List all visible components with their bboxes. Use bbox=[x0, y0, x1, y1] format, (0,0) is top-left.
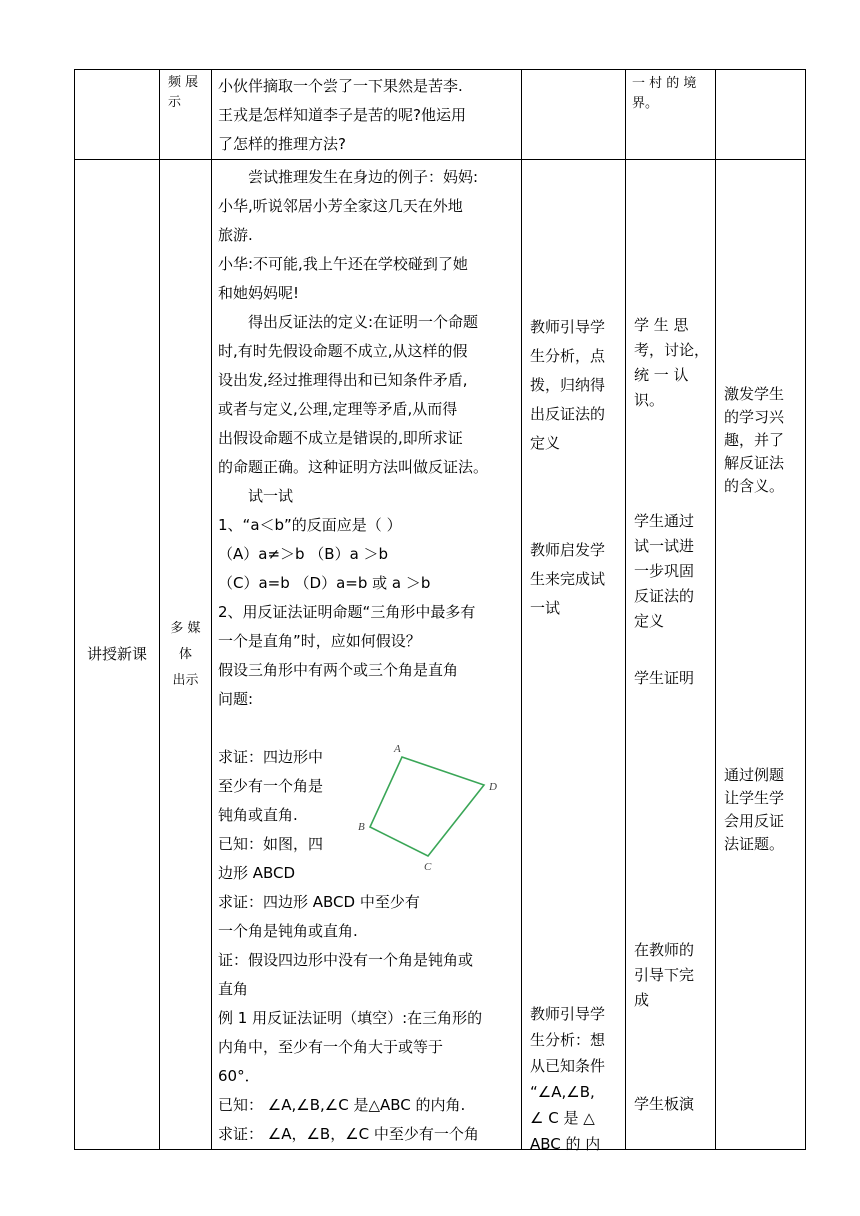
intent-cell bbox=[716, 70, 806, 160]
intent-line: 激发学生 bbox=[724, 385, 785, 403]
stage-label: 讲授新课 bbox=[86, 645, 147, 663]
lesson-plan-table bbox=[74, 69, 806, 1153]
teacher-note bbox=[530, 313, 605, 458]
figure-block bbox=[212, 743, 521, 888]
student-line: 学 生 思 bbox=[634, 316, 689, 334]
student-line: 界。 bbox=[632, 96, 659, 111]
vertex-label-c: C bbox=[424, 861, 432, 873]
content-cell bbox=[212, 70, 522, 160]
student-line: 一步巩固 bbox=[634, 562, 695, 580]
content-line: 出假设命题不成立是错误的,即所求证 bbox=[218, 429, 463, 447]
intent-note bbox=[724, 764, 784, 856]
intent-line: 通过例题 bbox=[724, 766, 785, 784]
content-line: 求证：四边形中 bbox=[218, 748, 324, 766]
teacher-line: 出反证法的 bbox=[530, 405, 606, 423]
content-line: 一个角是钝角或直角. bbox=[218, 922, 358, 940]
content-line: 直角 bbox=[218, 980, 249, 998]
vertex-label-d: D bbox=[489, 781, 497, 793]
intent-line: 的学习兴 bbox=[724, 408, 785, 426]
vertex-label-a: A bbox=[394, 743, 401, 755]
content-line: 60°． bbox=[218, 1067, 260, 1085]
student-note: 学生板演 bbox=[634, 1095, 695, 1113]
content-line: 旅游. bbox=[218, 226, 253, 244]
student-note: 学生证明 bbox=[634, 669, 695, 687]
teacher-line: 教师引导学 bbox=[530, 1005, 606, 1023]
intent-line: 的含义。 bbox=[724, 477, 785, 495]
content-line: 内角中，至少有一个角大于或等于 bbox=[218, 1038, 444, 1056]
content-line: 至少有一个角是 bbox=[218, 777, 324, 795]
student-line: 成 bbox=[634, 991, 650, 1009]
content-line: 和她妈妈呢! bbox=[218, 284, 300, 302]
teacher-note bbox=[530, 1001, 605, 1157]
content-line: 已知： ∠A,∠B,∠C 是△ABC 的内角. bbox=[218, 1096, 466, 1114]
method-cell bbox=[160, 160, 212, 1150]
method-text: 频 展 示 bbox=[168, 75, 199, 110]
intent-line: 趣，并了 bbox=[724, 431, 785, 449]
content-line: 尝试推理发生在身边的例子：妈妈: bbox=[248, 168, 479, 186]
content-line: 试一试 bbox=[248, 487, 294, 505]
student-cell bbox=[626, 160, 716, 1150]
content-line: 已知：如图，四 bbox=[218, 835, 324, 853]
content-line: 小伙伴摘取一个尝了一下果然是苦李. bbox=[218, 77, 463, 95]
student-line: 反证法的 bbox=[634, 587, 695, 605]
content-line: 钝角或直角. bbox=[218, 806, 298, 824]
method-cell bbox=[160, 70, 212, 160]
content-line: 求证：四边形 ABCD 中至少有 bbox=[218, 893, 420, 911]
intent-line: 让学生学 bbox=[724, 789, 785, 807]
student-note bbox=[634, 509, 694, 634]
student-line: 学生通过 bbox=[634, 512, 695, 530]
teacher-line: 定义 bbox=[530, 434, 561, 452]
teacher-line: “∠A,∠B, bbox=[530, 1083, 595, 1101]
method-line: 出示 bbox=[172, 672, 199, 688]
content-line: 1、“a＜b”的反面应是（ ） bbox=[218, 516, 402, 534]
student-line: 在教师的 bbox=[634, 941, 695, 959]
teacher-cell bbox=[522, 70, 626, 160]
content-line: 了怎样的推理方法? bbox=[218, 135, 346, 153]
teacher-note bbox=[530, 536, 605, 623]
content-line: 小华:不可能,我上午还在学校碰到了她 bbox=[218, 255, 468, 273]
method-line: 体 bbox=[178, 646, 192, 662]
teacher-cell bbox=[522, 160, 626, 1153]
student-cell bbox=[626, 70, 716, 160]
content-line: 或者与定义,公理,定理等矛盾,从而得 bbox=[218, 400, 458, 418]
intent-line: 解反证法 bbox=[724, 454, 785, 472]
student-line: 考，讨论， bbox=[634, 341, 710, 359]
intent-line: 法证题。 bbox=[724, 835, 785, 853]
teacher-line: 生来完成试 bbox=[530, 570, 606, 588]
teacher-line: 生分析：想 bbox=[530, 1031, 606, 1049]
teacher-line: 一试 bbox=[530, 599, 561, 617]
vertex-label-b: B bbox=[358, 821, 365, 833]
content-line: 边形 ABCD bbox=[218, 864, 296, 882]
stage-cell bbox=[75, 160, 160, 1150]
content-line: 一个是直角”时，应如何假设？ bbox=[218, 632, 421, 650]
student-note bbox=[634, 313, 709, 413]
teacher-line: ABC 的 内 bbox=[530, 1135, 601, 1153]
stage-cell bbox=[75, 70, 160, 160]
content-line: （A）a≠＞b （B）a ＞b bbox=[218, 545, 389, 563]
content-line: 王戎是怎样知道李子是苦的呢?他运用 bbox=[218, 106, 466, 124]
content-cell bbox=[212, 160, 522, 1150]
table-row bbox=[75, 160, 806, 1150]
student-line: 一 村 的 境 bbox=[632, 76, 697, 91]
content-line: 假设三角形中有两个或三个角是直角 bbox=[218, 661, 459, 679]
student-line: 引导下完 bbox=[634, 966, 695, 984]
content-line: 的命题正确。这种证明方法叫做反证法。 bbox=[218, 458, 489, 476]
teacher-line: 拨，归纳得 bbox=[530, 376, 606, 394]
content-line: 证：假设四边形中没有一个角是钝角或 bbox=[218, 951, 474, 969]
method-line: 多 媒 bbox=[170, 620, 201, 636]
teacher-line: 教师启发学 bbox=[530, 541, 606, 559]
method-block bbox=[160, 616, 211, 694]
intent-note bbox=[724, 383, 784, 498]
content-line: 时,有时先假设命题不成立,从这样的假 bbox=[218, 342, 468, 360]
content-line: 问题: bbox=[218, 690, 254, 708]
content-line bbox=[212, 714, 521, 743]
content-line: 设出发,经过推理得出和已知条件矛盾, bbox=[218, 371, 468, 389]
teacher-line: 教师引导学 bbox=[530, 318, 606, 336]
content-line: （C）a=b （D）a=b 或 a ＞b bbox=[218, 574, 431, 592]
quadrilateral-abcd bbox=[370, 757, 484, 856]
quadrilateral-figure bbox=[352, 743, 502, 873]
student-line: 试一试进 bbox=[634, 537, 695, 555]
student-line: 识。 bbox=[634, 391, 665, 409]
content-line: 求证： ∠A，∠B，∠C 中至少有一个角 bbox=[218, 1125, 479, 1143]
content-line: 2、用反证法证明命题“三角形中最多有 bbox=[218, 603, 476, 621]
teacher-line: ∠ C 是 △ bbox=[530, 1109, 595, 1127]
student-line: 定义 bbox=[634, 612, 665, 630]
content-line: 小华,听说邻居小芳全家这几天在外地 bbox=[218, 197, 463, 215]
intent-cell bbox=[716, 160, 806, 1150]
content-line: 得出反证法的定义:在证明一个命题 bbox=[248, 313, 479, 331]
student-note bbox=[634, 938, 694, 1013]
intent-line: 会用反证 bbox=[724, 812, 785, 830]
student-line: 统 一 认 bbox=[634, 366, 689, 384]
teacher-line: 从已知条件 bbox=[530, 1057, 606, 1075]
teacher-line: 生分析，点 bbox=[530, 347, 606, 365]
content-line: 例 1 用反证法证明（填空）:在三角形的 bbox=[218, 1009, 483, 1027]
table-row bbox=[75, 70, 806, 160]
